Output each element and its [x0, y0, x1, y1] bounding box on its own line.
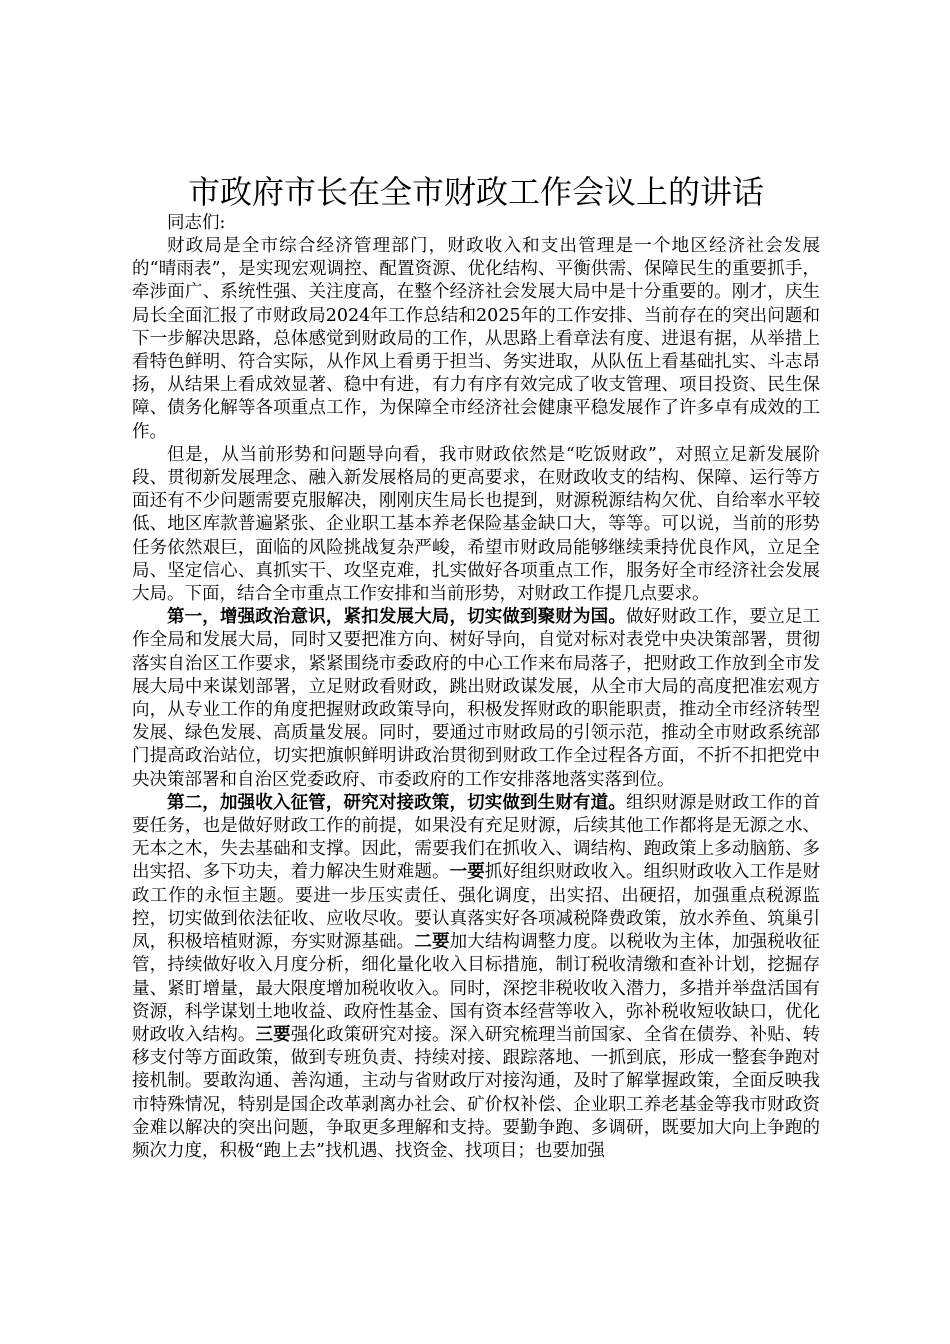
- point-3-body: 强化政策研究对接。深入研究梳理当前国家、全省在债券、补贴、转移支付等方面政策，做到专班负责、持续对接、跟踪落地、一抓到底，形成一整套争跑对接机制。要敢沟通、善沟通，主动与省财政厅对接沟通，及时了解掌握政策，全面反映我市特殊情况，特别是国企改革剥离办社会、矿价权补偿、企业职工养老基金等我市财政资金难以解决的突出问题，争取更多理解和支持。要勤争跑、多调研，既要加大向上争跑的频次力度，积极“跑上去”找机遇、找资金、找项目；也要加强: [132, 1024, 821, 1161]
- paragraph-4-heading: 第二，加强收入征管，研究对接政策，切实做到生财有道。: [167, 792, 626, 813]
- paragraph-1: 财政局是全市综合经济管理部门，财政收入和支出管理是一个地区经济社会发展的“晴雨表”，是实现宏观调控、配置资源、优化结构、平衡供需、保障民生的重要抓手，牵涉面广、系统性强、关注度高，在整个经济社会发展大局中是十分重要的。刚才，庆生局长全面汇报了市财政局2024年工作总结和2025年的工作安排、当前存在的突出问题和下一步解决思路，总体感觉到财政局的工作，从思路上看章法有度、进退有据，从举措上看特色鲜明、符合实际，从作风上看勇于担当、务实进取，从队伍上看基础扎实、斗志昂扬，从结果上看成效显著、稳中有进，有力有序有效完成了收支管理、项目投资、民生保障、债务化解等各项重点工作，为保障全市经济社会健康平稳发展作了许多卓有成效的工作。: [132, 236, 820, 442]
- point-1-label: 一要: [449, 862, 485, 883]
- paragraph-3-heading: 第一，增强政治意识，紧扣发展大局，切实做到聚财为国。: [167, 607, 626, 628]
- paragraph-4: [132, 792, 820, 1163]
- salutation: 同志们:: [167, 213, 226, 233]
- document-title: 市政府市长在全市财政工作会议上的讲话: [187, 173, 764, 211]
- document-page: [132, 172, 820, 1163]
- point-2-label: 二要: [414, 932, 450, 953]
- point-1-body: 抓好组织财政收入。组织财政收入工作是财政工作的永恒主题。要进一步压实责任、强化调度，出实招、出硬招，加强重点税源监控，切实做到依法征收、应收尽收。要认真落实好各项减税降费政策，放水养鱼、筑巢引凤，积极培植财源，夯实财源基础。: [132, 862, 821, 953]
- paragraph-2: 但是，从当前形势和问题导向看，我市财政依然是“吃饭财政”，对照立足新发展阶段、贯彻新发展理念、融入新发展格局的更高要求，在财政收支的结构、保障、运行等方面还有不少问题需要克服解决，刚刚庆生局长也提到，财源税源结构欠优、自给率水平较低、地区库款普遍紧张、企业职工基本养老保险基金缺口大，等等。可以说，当前的形势任务依然艰巨，面临的风险挑战复杂严峻，希望市财政局能够继续秉持优良作风，立足全局、坚定信心、真抓实干、攻坚克难，扎实做好各项重点工作，服务好全市经济社会发展大局。下面，结合全市重点工作安排和当前形势，对财政工作提几点要求。: [132, 444, 820, 605]
- paragraph-3-body: 做好财政工作，要立足工作全局和发展大局，同时又要把准方向、树好导向，自觉对标对表党中央决策部署，贯彻落实自治区工作要求，紧紧围绕市委政府的中心工作来布局落子，把财政工作放到全市发展大局中来谋划部署，立足财政看财政，跳出财政谋发展，从全市大局的高度把准宏观方向，从专业工作的角度把握财政政策导向，积极发挥财政的职能职责，推动全市经济转型发展、绿色发展、高质量发展。同时，要通过市财政局的引领示范，推动全市财政系统部门提高政治站位，切实把旗帜鲜明讲政治贯彻到财政工作全过程各方面，不折不扣把党中央决策部署和自治区党委政府、市委政府的工作安排落地落实落到位。: [132, 607, 821, 790]
- point-3-label: 三要: [255, 1024, 291, 1045]
- point-2-body: 加大结构调整力度。以税收为主体，加强税收征管，持续做好收入月度分析，细化量化收入目标措施，制订税收清缴和查补计划，挖掘存量、紧盯增量，最大限度增加税收收入。同时，深挖非税收收入潜力，多措并举盘活国有资源，科学谋划土地收益、政府性基金、国有资本经营等收入，弥补税收短收缺口，优化财政收入结构。: [132, 932, 821, 1045]
- paragraph-3: [132, 606, 820, 792]
- paragraph-4-intro: 组织财源是财政工作的首要任务，也是做好财政工作的前提，如果没有充足财源，后续其他工作都将是无源之水、无本之木，失去基础和支撑。因此，需要我们在抓收入、调结构、跑政策上多动脑筋、多出实招、多下功夫，着力解决生财难题。: [132, 792, 821, 883]
